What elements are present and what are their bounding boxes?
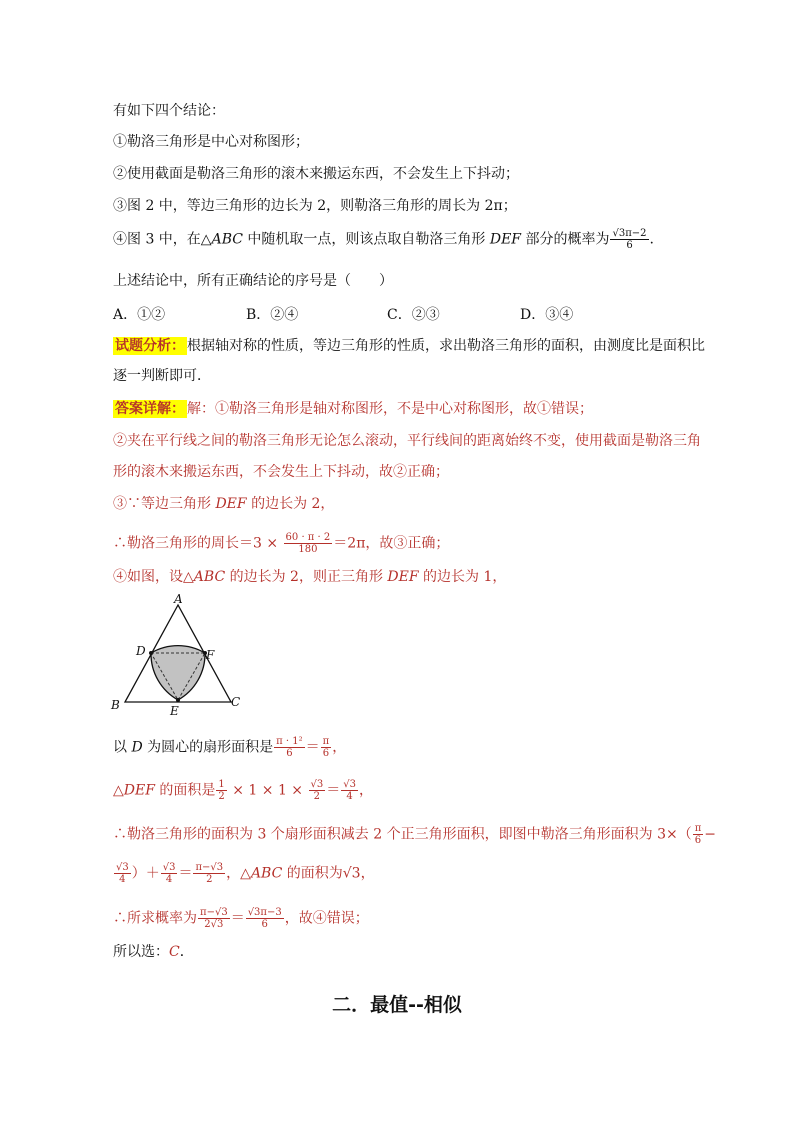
option-b: B．②④ bbox=[246, 307, 299, 323]
answer-line-2: ②夹在平行线之间的勒洛三角形无论怎么滚动，平行线间的距离始终不变，使用截面是勒洛三角 bbox=[113, 433, 701, 449]
analysis-line-2: 逐一判断即可． bbox=[113, 368, 211, 384]
answer-line-10: $\frac{√3}{4}$ ）＋ $\frac{√3}{4}$ ＝ $\frac{\pi-√3}{2}$ ，△ABC 的面积为√3， bbox=[116, 862, 375, 885]
label-e: E bbox=[170, 704, 179, 718]
conclusion-1: ①勒洛三角形是中心对称图形； bbox=[113, 134, 309, 150]
analysis-tag: 试题分析： bbox=[115, 338, 185, 354]
label-d: D bbox=[136, 644, 146, 658]
label-b: B bbox=[111, 698, 120, 712]
section-title: 二．最值--相似 bbox=[332, 994, 462, 1016]
point-e bbox=[176, 698, 180, 702]
answer-line-7: 以 D 为圆心的扇形面积是 $\frac{\text{π · 1²}}{6}$ ＝ $\frac{\pi}{6}$ ， bbox=[113, 736, 347, 759]
option-d: D．③④ bbox=[520, 307, 574, 323]
label-a: A bbox=[174, 592, 183, 606]
answer-tag: 答案详解： bbox=[115, 401, 185, 417]
answer-line-12: 所以选：C． bbox=[113, 944, 194, 960]
conclusion-4: ④图 3 中，在△ABC 中随机取一点，则该点取自勒洛三角形 DEF 部分的概率为 $\frac{√3\pi-2}{6}$ . bbox=[113, 228, 654, 251]
reuleaux-region bbox=[151, 646, 205, 700]
perimeter-fraction: $\frac{60 \cdot \pi \cdot 2}{180}$ bbox=[285, 532, 331, 555]
intro-text: 有如下四个结论： bbox=[113, 103, 225, 119]
conclusion-3: ③图 2 中，等边三角形的边长为 2，则勒洛三角形的周长为 2π； bbox=[113, 198, 517, 214]
answer-line-11: ∴所求概率为 $\frac{\pi-√3}{2√3}$ ＝ $\frac{√3\pi-3}{6}$ ，故④错误； bbox=[113, 907, 369, 930]
label-c: C bbox=[231, 695, 241, 709]
answer-line-4: ③∵等边三角形 DEF 的边长为 2， bbox=[113, 496, 335, 512]
question-text: 上述结论中，所有正确结论的序号是（ ） bbox=[113, 273, 393, 289]
answer-line-8: △DEF 的面积是 $\frac{1}{2}$ × 1 × 1 × $\frac{√3}{2}$ ＝ $\frac{√3}{4}$ ， bbox=[113, 779, 373, 802]
answer-line-6: ④如图，设△ABC 的边长为 2，则正三角形 DEF 的边长为 1， bbox=[113, 569, 507, 585]
answer-line-9: ∴勒洛三角形的面积为 3 个扇形面积减去 2 个正三角形面积，即图中勒洛三角形面积为 3×（ $\frac{\pi}{6}$ − bbox=[113, 823, 717, 846]
analysis-line-1: 试题分析： 根据轴对称的性质，等边三角形的性质，求出勒洛三角形的面积，由测度比是面积比 bbox=[115, 338, 705, 354]
answer-line-1: 答案详解： 解：①勒洛三角形是轴对称图形，不是中心对称图形，故①错误； bbox=[115, 401, 593, 417]
reuleaux-figure bbox=[108, 592, 248, 720]
conclusion-2: ②使用截面是勒洛三角形的滚木来搬运东西，不会发生上下抖动； bbox=[113, 166, 519, 182]
answer-line-3: 形的滚木来搬运东西，不会发生上下抖动，故②正确； bbox=[113, 464, 449, 480]
label-f: F bbox=[206, 648, 215, 662]
option-a: A．①② bbox=[113, 307, 166, 323]
answer-line-5: ∴勒洛三角形的周长＝3 × $\frac{60 \cdot \pi \cdot 2}{180}$ ＝2π，故③正确； bbox=[113, 532, 450, 555]
probability-fraction: $\frac{√3\pi-2}{6}$ bbox=[612, 228, 647, 251]
point-d bbox=[149, 651, 153, 655]
option-c: C．②③ bbox=[387, 307, 440, 323]
